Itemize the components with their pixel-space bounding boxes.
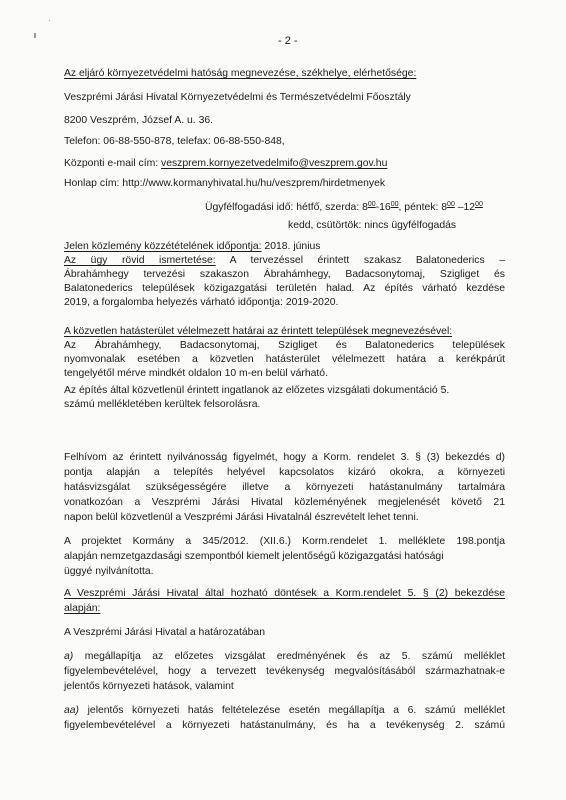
decision-a-text: megállapítja az előzetes vizsgálat eredményének és az 5. számú melléklet <box>73 651 505 662</box>
decision-a-line: jelentős környezeti hatások, valamint <box>64 681 234 692</box>
decisions-heading: A Veszprémi Járási Hivatal által hozható döntések a Korm.rendelet 5. § (2) bekezdése <box>64 588 505 599</box>
office-hours-sup: 00 <box>390 201 399 208</box>
email-link[interactable]: veszprem.kornyezetvedelmifo@veszprem.gov.hu <box>161 158 388 169</box>
office-hours <box>205 198 483 214</box>
authority-website[interactable]: Honlap cím: http://www.kormanyhivatal.hu/hu/veszprem/hirdetmenyek <box>64 178 386 189</box>
summary-line <box>64 254 505 267</box>
authority-address: 8200 Veszprém, József A. u. 36. <box>64 115 214 126</box>
decisions-intro: A Veszprémi Járási Hivatal a határozatában <box>64 627 265 638</box>
office-hours-closed: kedd, csütörtök: nincs ügyfélfogadás <box>288 220 457 231</box>
summary-text: A tervezéssel érintett szakasz Balatonederics – <box>215 255 505 266</box>
project-line: A projektet Kormány a 345/2012. (XII.6.) Korm.rendelet 1. melléklete 198.pontja <box>64 536 505 547</box>
summary-line: Ábrahámhegy tervezési szakaszon Ábrahámhegy, Badacsonytomaj, Szigliget és <box>64 269 505 280</box>
office-hours-sup: 00 <box>367 201 376 208</box>
impact-area-line: számú mellékletében kerültek felsorolásra. <box>64 399 261 410</box>
impact-area-line: Az építés által közvetlenül érintett ingatlanok az előzetes vizsgálati dokumentáció 5. <box>64 385 450 396</box>
office-hours-text: Ügyfélfogadási idő: hétfő, szerda: 8 <box>205 202 368 213</box>
decision-a-line <box>64 650 505 663</box>
decision-aa-text: jelentős környezeti hatás feltételezése esetén megállapítja a 6. számú melléklet <box>79 705 505 716</box>
scan-speck <box>49 20 50 21</box>
publication-date <box>64 240 320 253</box>
office-hours-sup: 00 <box>447 201 455 208</box>
decision-a-marker: a) <box>64 651 74 662</box>
page-number: - 2 - <box>278 35 298 47</box>
impact-area-line: nyomvonalak esetében a közvetlen hatásterület vélelmezett határa a kerékpárút <box>64 354 505 365</box>
scan-speck <box>34 33 36 38</box>
authority-phone: Telefon: 06-88-550-878, telefax: 06-88-550-848, <box>64 136 285 147</box>
office-hours-text: -16 <box>375 202 391 213</box>
summary-line: Balatonederics települések közigazgatási területén halad. Az építés várható kezdése <box>64 283 505 294</box>
notice-line: hatásvizsgálat szükségességére illetve a környezeti hatástanulmány tartalmára <box>64 482 505 493</box>
publication-value: 2018. június <box>261 241 321 252</box>
decision-aa-line <box>64 704 505 717</box>
notice-line: napon belül közvetlenül a Veszprémi Járási Hivatalnál észrevételt lehet tenni. <box>64 512 419 523</box>
email-label: Központi e-mail cím: <box>64 158 162 169</box>
impact-area-line: tengelyétől mérve mindkét oldalon 10 m-en belül várható. <box>64 368 328 379</box>
authority-email-line <box>64 157 387 170</box>
decision-a-line: figyelembevételével, hogy a tervezett tevékenység megvalósításából származhatnak-e <box>64 666 505 677</box>
office-hours-text: , péntek: 8 <box>398 202 448 213</box>
decisions-heading: alapján: <box>64 603 101 614</box>
office-hours-text: –12 <box>454 202 476 213</box>
project-line: üggyé nyilvánította. <box>64 566 154 577</box>
impact-area-heading: A közvetlen hatásterület vélelmezett határai az érintett települések megnevezésével: <box>64 326 453 337</box>
publication-label: Jelen közlemény közzétételének időpontja: <box>64 241 262 252</box>
notice-line: pontja alapján a telepítés helyével kapcsolatos kizáró okokra, a környezeti <box>64 467 505 478</box>
project-line: alapján nemzetgazdasági szempontból kiemelt jelentőségű közigazgatási hatósági <box>64 551 444 562</box>
office-hours-sup: 00 <box>475 201 483 208</box>
impact-area-line: Az Ábrahámhegy, Badacsonytomaj, Szigliget és Balatonederics települések <box>64 340 505 351</box>
notice-line: Felhívom az érintett nyilvánosság figyelmét, hogy a Korm. rendelet 3. § (3) bekezdés d) <box>64 452 505 463</box>
authority-name: Veszprémi Járási Hivatal Környezetvédelmi és Természetvédelmi Főosztály <box>64 92 411 103</box>
summary-label: Az ügy rövid ismertetése: <box>64 255 216 266</box>
authority-heading: Az eljáró környezetvédelmi hatóság megnevezése, székhelye, elérhetősége: <box>64 68 417 79</box>
summary-line: 2019, a forgalomba helyezés várható időpontja: 2019-2020. <box>64 297 339 308</box>
decision-aa-marker: aa) <box>64 705 80 716</box>
notice-line: vonatkozóan a Veszprémi Járási Hivatal közleményének megjelenését követő 21 <box>64 497 505 508</box>
decision-aa-line: figyelembevételével a környezeti hatástanulmány, és ha a tevékenység 2. számú <box>64 720 505 731</box>
